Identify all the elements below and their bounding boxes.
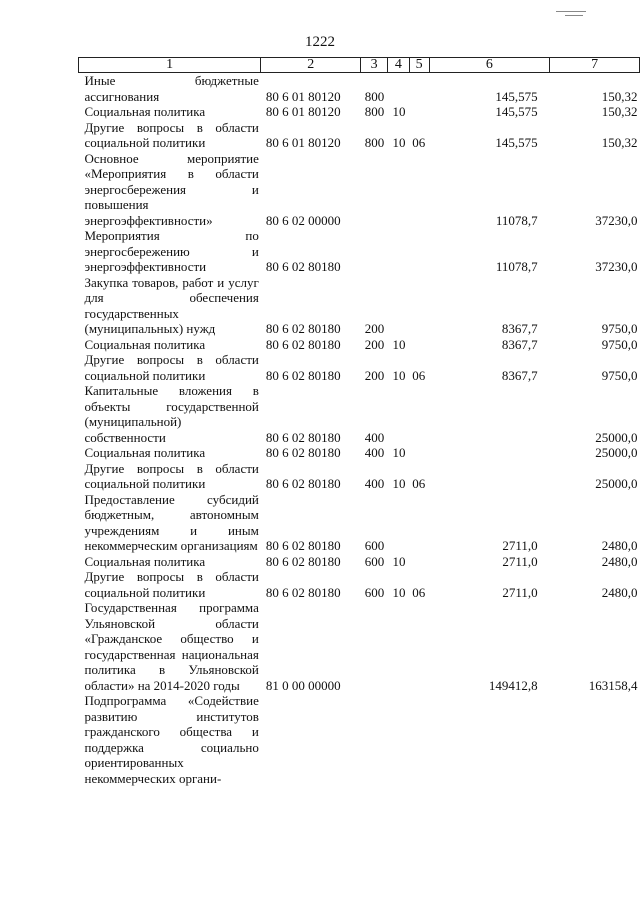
row-code: 80 6 02 80180	[265, 553, 341, 569]
row-code: 80 6 01 80120	[265, 104, 341, 119]
row-code: 80 6 02 80180	[265, 321, 341, 336]
row-code: 80 6 01 80120	[265, 135, 341, 150]
row-pr: 06	[412, 135, 426, 150]
row-pr: 06	[412, 476, 426, 491]
table-row	[79, 151, 640, 229]
row-rz	[388, 383, 410, 445]
row-code: 80 6 02 80180	[265, 336, 341, 352]
row-value-6	[429, 461, 550, 492]
table-row	[79, 352, 640, 383]
table-row	[79, 73, 640, 105]
header-col-3: 3	[361, 58, 388, 73]
row-rz	[388, 600, 410, 693]
row-value-7: 25000,0	[595, 429, 638, 445]
row-name: Подпрограмма «Содействие развитию институтов гражданского общества и поддержка социально ориентированных некоммерческих органи-	[84, 693, 259, 786]
row-name: Социальная политика	[84, 553, 206, 569]
table-row	[79, 383, 640, 445]
row-rz: 10	[392, 367, 406, 383]
row-value-6	[429, 693, 550, 786]
row-value-7: 25000,0	[595, 445, 638, 460]
row-vr: 800	[364, 88, 385, 104]
row-code: 80 6 02 80180	[265, 367, 341, 383]
row-pr	[409, 73, 429, 105]
row-vr: 600	[364, 538, 385, 553]
row-pr	[409, 228, 429, 275]
table-row	[79, 120, 640, 151]
table-row	[79, 445, 640, 461]
table-row	[79, 461, 640, 492]
header-col-6: 6	[429, 58, 550, 73]
row-value-7	[550, 693, 640, 786]
row-pr	[409, 554, 429, 570]
row-pr: 06	[412, 584, 426, 600]
row-name: Иные бюджетные ассигнования	[84, 73, 259, 104]
row-value-6: 11078,7	[495, 259, 538, 274]
row-value-7: 2480,0	[601, 538, 638, 553]
row-value-7: 163158,4	[588, 677, 638, 693]
row-value-6: 8367,7	[501, 321, 538, 336]
row-value-7: 37230,0	[595, 259, 638, 274]
header-col-1: 1	[79, 58, 261, 73]
row-vr: 600	[364, 584, 385, 600]
header-col-5: 5	[409, 58, 429, 73]
row-pr	[409, 383, 429, 445]
row-rz	[388, 492, 410, 554]
row-name: Другие вопросы в области социальной политики	[84, 569, 259, 600]
row-value-7: 25000,0	[595, 476, 638, 491]
row-code	[261, 693, 361, 786]
row-name: Социальная политика	[84, 445, 206, 460]
row-value-7: 150,32	[601, 88, 638, 104]
row-pr	[409, 275, 429, 337]
row-code: 80 6 02 00000	[265, 212, 341, 228]
row-name: Государственная программа Ульяновской области «Гражданское общество и государственная национальная политика в Ульяновской области» на 2014-2020 годы	[84, 600, 259, 693]
row-code: 80 6 02 80180	[265, 476, 341, 491]
row-value-7: 2480,0	[601, 553, 638, 569]
table-row	[79, 492, 640, 554]
table-row	[79, 693, 640, 786]
row-value-7: 37230,0	[595, 212, 638, 228]
row-vr: 600	[364, 553, 385, 569]
row-vr	[361, 600, 388, 693]
table-row	[79, 104, 640, 120]
row-pr	[409, 445, 429, 461]
row-value-7: 2480,0	[601, 584, 638, 600]
row-vr: 400	[364, 445, 385, 460]
row-rz: 10	[392, 135, 406, 150]
table-row	[79, 228, 640, 275]
scan-speck	[556, 11, 586, 12]
header-col-2: 2	[261, 58, 361, 73]
scan-speck	[565, 15, 583, 16]
row-rz: 10	[392, 476, 406, 491]
row-pr	[409, 337, 429, 353]
row-pr	[409, 104, 429, 120]
row-rz: 10	[392, 336, 406, 352]
budget-table	[78, 57, 640, 786]
row-name: Другие вопросы в области социальной политики	[84, 352, 259, 383]
row-vr	[361, 228, 388, 275]
row-name: Основное мероприятие «Мероприятия в области энергосбережения и повышения энергоэффективности»	[84, 150, 259, 228]
row-name: Социальная политика	[84, 104, 206, 119]
row-value-6	[429, 383, 550, 445]
table-row	[79, 337, 640, 353]
row-rz	[388, 275, 410, 337]
header-col-7: 7	[550, 58, 640, 73]
row-vr: 400	[364, 429, 385, 445]
row-pr	[409, 600, 429, 693]
row-vr: 800	[364, 104, 385, 119]
row-value-7: 150,32	[601, 104, 638, 119]
row-code: 80 6 02 80180	[265, 259, 341, 274]
row-value-6: 11078,7	[495, 212, 538, 228]
table-row	[79, 554, 640, 570]
row-value-6: 149412,8	[488, 677, 538, 693]
row-value-7: 9750,0	[601, 336, 638, 352]
row-rz	[388, 693, 410, 786]
row-rz: 10	[392, 445, 406, 460]
row-name: Другие вопросы в области социальной политики	[84, 119, 259, 150]
row-value-6: 8367,7	[501, 336, 538, 352]
row-name: Социальная политика	[84, 336, 206, 352]
row-code: 80 6 01 80120	[265, 88, 341, 104]
row-value-6: 145,575	[495, 135, 538, 150]
row-vr: 200	[364, 336, 385, 352]
row-name: Закупка товаров, работ и услуг для обеспечения государственных (муниципальных) нужд	[84, 274, 259, 336]
row-name: Предоставление субсидий бюджетным, автономным учреждениям и иным некоммерческим организациям	[84, 491, 259, 553]
table-row	[79, 569, 640, 600]
row-code: 80 6 02 80180	[265, 538, 341, 553]
row-value-6: 145,575	[495, 104, 538, 119]
row-pr	[409, 151, 429, 229]
row-rz: 10	[392, 104, 406, 119]
row-value-7: 9750,0	[601, 367, 638, 383]
table-row	[79, 275, 640, 337]
row-vr	[361, 693, 388, 786]
row-value-6: 8367,7	[501, 367, 538, 383]
row-vr: 800	[364, 135, 385, 150]
row-code: 80 6 02 80180	[265, 445, 341, 460]
row-vr: 400	[364, 476, 385, 491]
row-name: Мероприятия по энергосбережению и энергоэффективности	[84, 228, 259, 274]
row-value-7: 150,32	[601, 135, 638, 150]
row-pr: 06	[412, 367, 426, 383]
row-value-6	[429, 445, 550, 461]
row-rz	[388, 151, 410, 229]
row-vr: 200	[364, 367, 385, 383]
row-code: 80 6 02 80180	[265, 584, 341, 600]
row-name: Другие вопросы в области социальной политики	[84, 460, 259, 491]
row-value-6: 2711,0	[502, 553, 538, 569]
row-code: 81 0 00 00000	[265, 677, 341, 693]
row-rz	[388, 73, 410, 105]
row-name: Капитальные вложения в объекты государственной (муниципальной) собственности	[84, 383, 259, 445]
table-header-row	[79, 58, 640, 73]
row-rz: 10	[392, 553, 406, 569]
header-col-4: 4	[388, 58, 410, 73]
row-vr	[361, 151, 388, 229]
page-number: 1222	[305, 34, 335, 50]
row-value-7: 9750,0	[601, 321, 638, 336]
row-pr	[409, 492, 429, 554]
row-value-6: 2711,0	[502, 538, 538, 553]
row-pr	[409, 693, 429, 786]
row-vr: 200	[364, 321, 385, 336]
row-code: 80 6 02 80180	[265, 429, 341, 445]
table-row	[79, 600, 640, 693]
row-value-6: 145,575	[495, 88, 538, 104]
row-rz: 10	[392, 584, 406, 600]
row-value-6: 2711,0	[502, 584, 538, 600]
row-rz	[388, 228, 410, 275]
